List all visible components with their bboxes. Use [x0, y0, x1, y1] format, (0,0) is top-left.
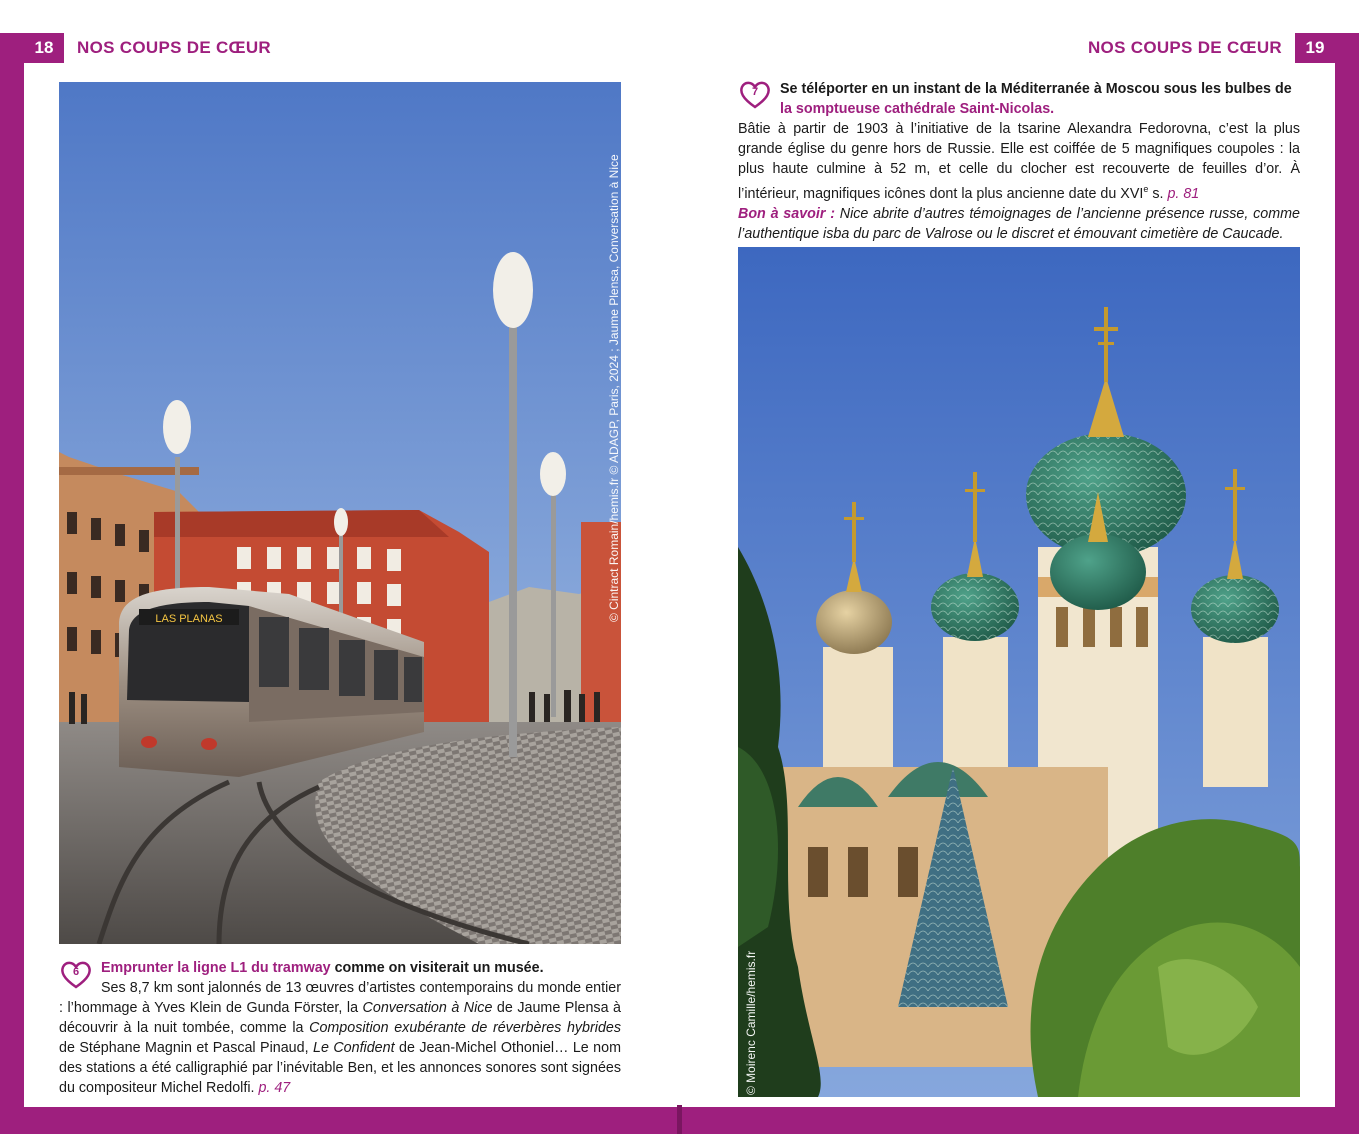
left-running-head: NOS COUPS DE CŒUR — [77, 38, 272, 57]
tram-destination-sign: LAS PLANAS — [155, 613, 223, 625]
book-gutter — [677, 1105, 682, 1134]
tramway-body — [59, 978, 621, 1098]
century-superscript: e — [1143, 184, 1149, 194]
entry-number: 7 — [751, 86, 759, 98]
cathedral-lead-rest: Se téléporter en un instant de la Méditerranée à Moscou sous les bulbes de — [780, 81, 1292, 97]
cathedral-photo — [738, 247, 1300, 1097]
tram-photo-credit: © Cintract Romain/hemis.fr © ADAGP, Paris, 2024 ; Jaume Plensa, Conversation à Nice — [607, 154, 621, 622]
tram-photo — [59, 82, 621, 944]
right-page-number: 19 — [1295, 33, 1335, 63]
cathedral-photo-credit: © Moirenc Camille/hemis.fr — [744, 950, 758, 1095]
tramway-body-1: Ses 8,7 km sont jalonnés de 13 œuvres d’artistes contemporains du monde entier : l’hommage à Yves Klein de Gunda Förster, la — [59, 980, 621, 1016]
cathedral-illustration — [738, 247, 1300, 1097]
page-reference-link[interactable]: p. 81 — [1167, 185, 1200, 202]
left-page-edge-band — [0, 33, 24, 1134]
tramway-lead-rest: comme on visiterait un musée. — [330, 960, 544, 976]
right-page-edge-band — [1335, 33, 1359, 1134]
work-title: Le Confident — [313, 1040, 395, 1056]
tip-text: Nice abrite d’autres témoignages de l’ancienne présence russe, comme l’authentique isba du parc de Valrose ou le discret et émouvant cimetière de Caucade. — [738, 205, 1300, 242]
page-reference-link[interactable]: p. 47 — [258, 1080, 291, 1096]
cathedral-body — [738, 119, 1300, 244]
tramway-body-4: de Jean-Michel Othoniel… Le nom des stations a été calligraphié par l’inévitable Ben, et les annonces sonores sont signées du compositeur Michel Redolfi. — [59, 1040, 621, 1096]
tramway-entry — [59, 958, 621, 1098]
work-title: Composition exubérante de réverbères hybrides — [309, 1020, 621, 1036]
tramway-body-3: de Stéphane Magnin et Pascal Pinaud, — [59, 1040, 313, 1056]
cathedral-body-1: Bâtie à partir de 1903 à l’initiative de la tsarine Alexandra Fedorovna, c’est la plus grande église du genre hors de Russie. Elle est coiffée de 5 magnifiques coupoles : la plus haute culmine à 52 m, et celle du clocher est recouverte de feuilles d’or. À l’intérieur, magnifiques icônes dont la plus ancienne date du XVI — [738, 121, 1300, 202]
cathedral-entry — [738, 79, 1300, 244]
tram-illustration — [59, 82, 621, 944]
left-page-number: 18 — [24, 33, 64, 63]
entry-number: 6 — [72, 966, 80, 978]
tramway-lead — [59, 958, 621, 978]
cathedral-lead-accent: la somptueuse cathédrale Saint-Nicolas. — [780, 101, 1055, 117]
right-running-head: NOS COUPS DE CŒUR — [1087, 38, 1282, 57]
top-margin — [0, 0, 1359, 33]
work-title: Conversation à Nice — [362, 1000, 493, 1016]
cathedral-body-2: s. — [1148, 185, 1168, 202]
tip-label: Bon à savoir : — [738, 205, 835, 222]
tramway-lead-accent: Emprunter la ligne L1 du tramway — [101, 960, 331, 976]
tramway-body-2: de Jaume Plensa à découvrir à la nuit tombée, comme la — [59, 1000, 621, 1036]
cathedral-lead — [738, 79, 1300, 119]
